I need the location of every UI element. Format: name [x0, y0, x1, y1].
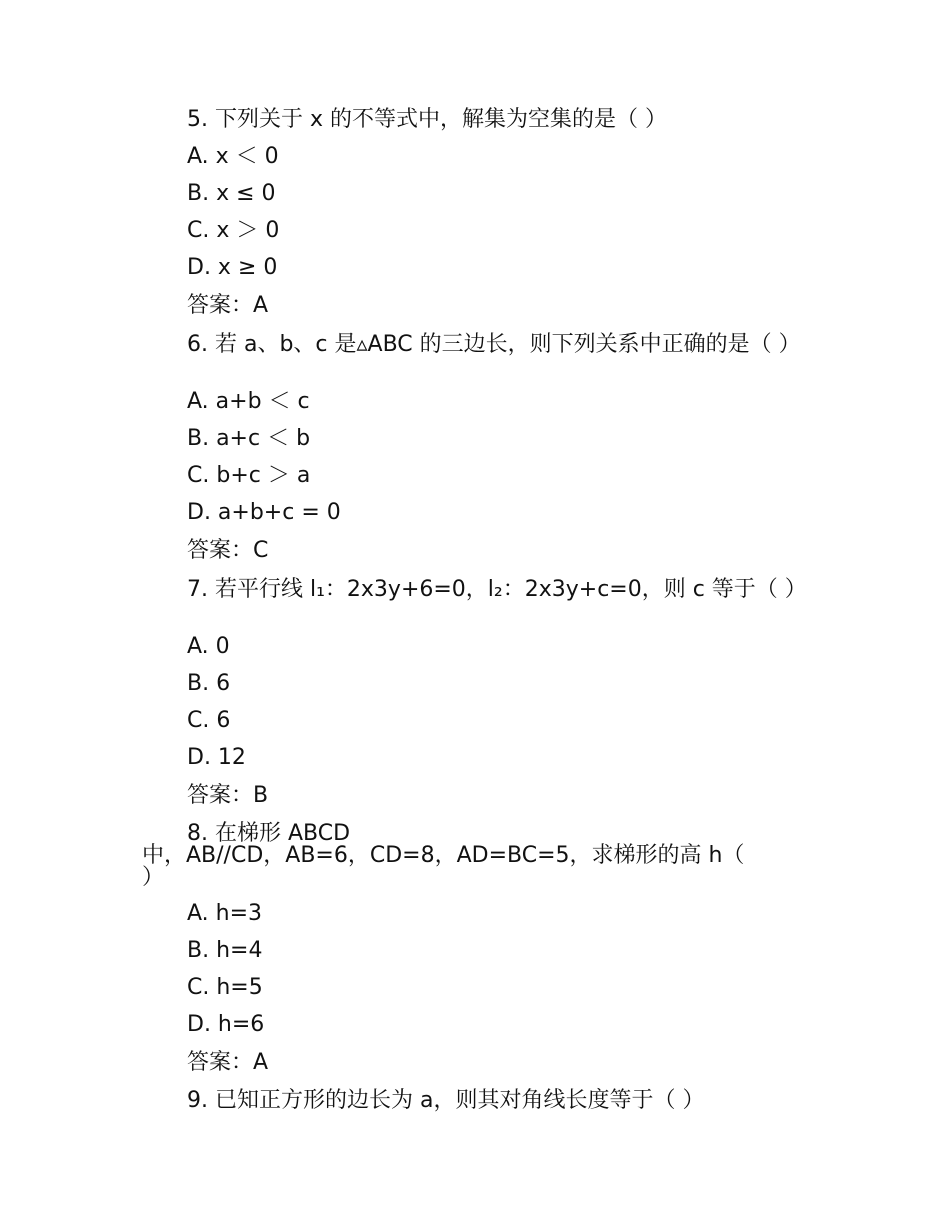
- question-7-answer: 答案：B: [187, 783, 269, 808]
- question-5-stem: 5. 下列关于 x 的不等式中，解集为空集的是（ ）: [187, 107, 667, 132]
- question-7-option-b: B. 6: [187, 671, 231, 696]
- question-5-option-c: C. x ＞ 0: [187, 218, 280, 243]
- question-5-option-d: D. x ≥ 0: [187, 255, 278, 280]
- question-8-stem-line-3: ）: [142, 865, 165, 890]
- question-6-option-c: C. b+c ＞ a: [187, 463, 311, 488]
- question-7-stem: 7. 若平行线 l₁：2x3y+6=0，l₂：2x3y+c=0，则 c 等于（ ）: [187, 577, 807, 602]
- question-8-stem-line-1: 8. 在梯形 ABCD: [187, 821, 351, 846]
- question-8-option-c: C. h=5: [187, 975, 263, 1000]
- question-6-stem: 6. 若 a、b、c 是▵ABC 的三边长，则下列关系中正确的是（ ）: [187, 332, 801, 357]
- question-6-answer: 答案：C: [187, 538, 269, 563]
- question-8-option-d: D. h=6: [187, 1012, 265, 1037]
- question-5-option-a: A. x ＜ 0: [187, 144, 279, 169]
- question-7-option-c: C. 6: [187, 708, 231, 733]
- question-7-option-d: D. 12: [187, 745, 246, 770]
- question-8-option-a: A. h=3: [187, 901, 263, 926]
- question-6-option-b: B. a+c ＜ b: [187, 426, 311, 451]
- question-9-stem: 9. 已知正方形的边长为 a，则其对角线长度等于（ ）: [187, 1088, 705, 1113]
- question-8-option-b: B. h=4: [187, 938, 263, 963]
- question-6-option-a: A. a+b ＜ c: [187, 389, 310, 414]
- question-8-stem-line-2: 中，AB//CD，AB=6，CD=8，AD=BC=5，求梯形的高 h（: [142, 843, 745, 868]
- question-6-option-d: D. a+b+c = 0: [187, 500, 341, 525]
- question-5-option-b: B. x ≤ 0: [187, 181, 276, 206]
- question-8-answer: 答案：A: [187, 1050, 269, 1075]
- question-7-option-a: A. 0: [187, 634, 230, 659]
- question-5-answer: 答案：A: [187, 293, 269, 318]
